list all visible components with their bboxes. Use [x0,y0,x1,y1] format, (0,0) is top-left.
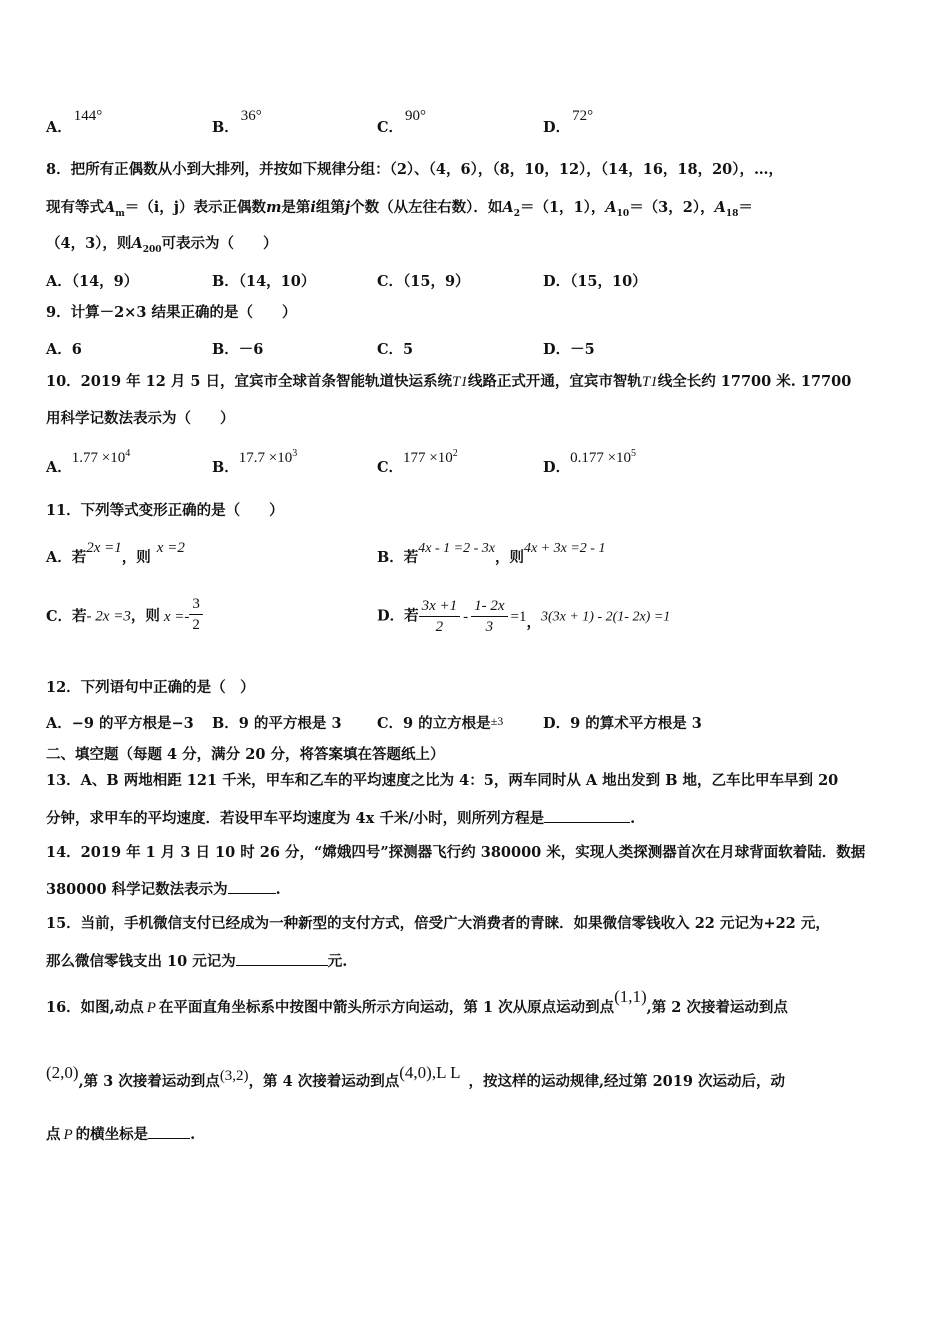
q8-am-sub: m [115,208,125,219]
q10-option-exp: 5 [631,448,637,459]
q10-option-exp: 4 [125,448,131,459]
q8-i: i [310,199,316,216]
q8-m: m [266,199,282,216]
q16-text: 点 [46,1126,61,1143]
q16-line1 [46,987,788,1018]
q8-a200: A [131,235,143,252]
q16-point: (1,1) [614,987,647,1006]
q11-fraction [189,594,203,635]
q12-option-c [377,712,503,733]
answer-blank[interactable] [148,1124,190,1139]
q10-option-value [403,450,458,466]
q10-t1: T1 [641,374,658,390]
q8-text: ＝（3，2）， [629,199,715,216]
q11-label: A．若 [46,549,87,566]
answer-blank[interactable] [236,951,328,966]
fraction-denominator: 3 [485,619,494,635]
q14-line1: 14．2019 年 1 月 3 日 10 时 26 分，“嫦娥四号”探测器飞行约 380000 米，实现人类探测器首次在月球背面软着陆．数据 [46,844,866,861]
q11-text: ，则 [494,549,524,566]
q8-text: 现有等式 [46,199,104,216]
fraction-numerator: 3x +1 [419,596,461,617]
q8-a2-sub: 2 [513,208,520,219]
q11-math: - 2x =3 [86,608,131,625]
q11-math: - [463,608,469,625]
q11-math: x =- [163,608,190,625]
q16-text: ，按这样的运动规律,经过第 2019 次运动后，动 [468,1073,785,1090]
q8-text: （4，3），则 [46,235,132,252]
q8-option-a: A．（14，9） [46,273,139,290]
fraction-denominator: 2 [192,617,200,633]
q11-fraction [419,596,461,637]
q7-option-d-label: D． [543,119,571,136]
q7-option-d [543,108,594,136]
q8-option-d: D．（15，10） [543,273,647,290]
q8-am: A [104,199,116,216]
q10-option-exp: 3 [292,448,298,459]
q10-option-d [543,446,637,476]
q9-option-b: B．－6 [212,341,264,358]
q8-line2 [46,198,753,224]
q7-option-b [212,108,262,136]
q7-option-c-label: C． [377,119,404,136]
q8-text: 个数（从左往右数）．如 [350,199,503,216]
q14-text: . [275,881,281,898]
q16-text: ,第 3 次接着运动到点 [78,1073,220,1090]
q11-option-b [377,536,606,566]
q8-line1: 8．把所有正偶数从小到大排列，并按如下规律分组：（2）、（4，6），（8，10，12），（14，16，18，20），…， [46,161,784,178]
q16-text: 16．如图,动点 [46,999,144,1016]
q10-text: 线全长约 17700 米. 17700 [657,373,852,390]
q7-option-a-value: 144° [73,108,103,124]
q11-option-a [46,536,185,566]
fraction-numerator: 3 [189,594,203,615]
q15-line1: 15．当前，手机微信支付已经成为一种新型的支付方式，倍受广大消费者的青睐．如果微信零钱收入 22 元记为+22 元， [46,915,830,932]
q7-option-c-value: 90° [405,108,427,124]
q11-label: B．若 [377,549,419,566]
q11-math: 2x =1 [86,540,122,556]
q10-option-a [46,446,131,476]
q10-text: 10．2019 年 12 月 5 日，宜宾市全球首条智能轨道快运系统 [46,373,453,390]
q11-math: =1 [510,608,527,625]
q10-option-base: 0.177 ×10 [570,450,632,466]
q11-text: ， [526,613,541,631]
q7-option-a-label: A． [46,119,72,136]
q8-text: ＝（1，1）， [519,199,606,216]
fraction-numerator: 1- 2x [471,596,507,617]
q16-point-p: P [63,1127,73,1143]
q11-option-d [377,596,670,637]
q15-text: 元. [327,953,348,970]
q10-option-label: D． [543,459,571,476]
q16-text: 在平面直角坐标系中按图中箭头所示方向运动，第 1 次从原点运动到点 [158,999,615,1016]
q13-text: 分钟，求甲车的平均速度．若设甲车平均速度为 4x 千米/小时，则所列方程是 [46,810,545,827]
q7-option-b-value: 36° [240,108,262,124]
q14-text: 380000 科学记数法表示为 [46,881,228,898]
q10-option-label: C． [377,459,404,476]
q9-option-a: A．6 [46,341,82,358]
q16-line3 [46,1124,195,1145]
q11-math: 3(3x + 1) - 2(1- 2x) =1 [540,609,671,625]
q12-option-c-text: C．9 的立方根是 [377,715,491,732]
q8-a10-sub: 10 [616,208,630,219]
q11-label: D．若 [377,607,419,625]
q11-text: ，则 [130,607,160,625]
q10-option-base: 17.7 ×10 [238,450,293,466]
q12-option-a: A．−9 的平方根是−3 [46,715,194,732]
q15-line2 [46,951,347,972]
q10-option-base: 1.77 ×10 [71,450,126,466]
q11-label: C．若 [46,607,87,625]
q10-option-value [239,450,297,466]
answer-blank[interactable] [228,879,276,894]
q10-option-value [72,450,130,466]
q10-option-label: A． [46,459,72,476]
q7-option-c [377,108,427,136]
q8-j: j [344,199,351,216]
q16-text: 的横坐标是 [75,1126,149,1143]
q15-text: 那么微信零钱支出 10 元记为 [46,953,236,970]
q8-a2: A [502,199,514,216]
q11-math: 4x + 3x =2 - 1 [523,541,606,556]
q9-option-c: C．5 [377,341,414,358]
q12-option-b: B．9 的平方根是 3 [212,715,342,732]
q12-stem: 12．下列语句中正确的是（ ） [46,679,255,696]
q16-text: ，第 4 次接着运动到点 [248,1073,400,1090]
q10-option-c [377,446,458,476]
q7-option-d-value: 72° [572,108,594,124]
q8-text: 是第 [281,199,311,216]
q8-text: ＝ [738,199,753,216]
q11-math: x =2 [156,540,185,556]
q11-option-c [46,596,203,637]
answer-blank[interactable] [544,808,630,823]
fraction-denominator: 2 [435,619,444,635]
q10-t1: T1 [452,374,468,390]
q10-option-b [212,446,298,476]
q11-math: 4x - 1 =2 - 3x [418,541,495,556]
q16-point-p: P [146,1000,156,1016]
q13-text: . [630,810,636,827]
q14-line2 [46,879,281,900]
q8-text: 组第 [315,199,345,216]
q8-a18: A [714,199,726,216]
q10-option-label: B． [212,459,239,476]
q8-option-c: C．（15，9） [377,273,470,290]
q10-text: 线路正式开通，宜宾市智轨 [467,373,642,390]
q16-text: . [190,1126,196,1143]
q10-line1 [46,372,851,392]
q16-line2 [46,1063,785,1092]
q8-option-b: B．（14，10） [212,273,316,290]
q8-a18-sub: 18 [725,208,739,219]
q9-option-d: D．－5 [543,341,595,358]
q7-option-b-label: B． [212,119,239,136]
q13-line2 [46,808,635,829]
q8-a200-sub: 200 [142,244,162,255]
q7-option-a [46,108,103,136]
q16-text: ,第 2 次接着运动到点 [646,999,788,1016]
q8-a10: A [605,199,617,216]
q13-line1: 13．A、B 两地相距 121 千米，甲车和乙车的平均速度之比为 4：5，两车同时从 A 地出发到 B 地，乙车比甲车早到 20 [46,772,839,789]
q9-stem: 9．计算－2×3 结果正确的是（ ） [46,304,297,321]
q8-line3 [46,234,278,260]
q16-point: (2,0) [46,1063,79,1082]
q11-fraction [471,596,507,637]
q12-option-c-math: ±3 [490,714,504,728]
section-title-fill-in: 二、填空题（每题 4 分，满分 20 分，将答案填在答题纸上） [46,746,445,763]
q10-option-value [570,450,636,466]
q8-text: ＝（i，j）表示正偶数 [124,199,267,216]
q16-point: (4,0),L L [399,1063,461,1082]
q11-text: ，则 [121,549,151,566]
q16-point: (3,2) [219,1068,249,1084]
q10-line2: 用科学记数法表示为（ ） [46,410,235,427]
q10-option-exp: 2 [452,448,458,459]
q8-text: 可表示为（ ） [161,235,278,252]
q10-option-base: 177 ×10 [403,450,453,466]
q11-stem: 11．下列等式变形正确的是（ ） [46,502,284,519]
q12-option-d: D．9 的算术平方根是 3 [543,715,702,732]
